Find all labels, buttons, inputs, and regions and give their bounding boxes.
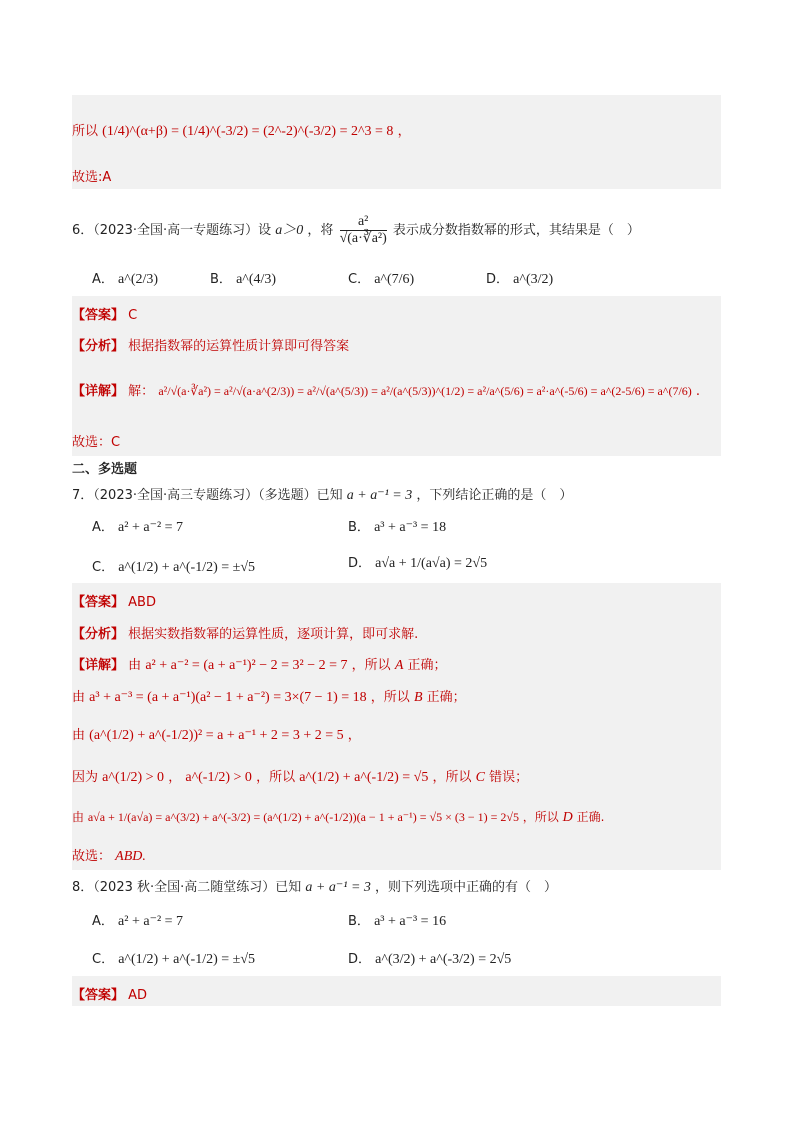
section-heading-multi-choice: 二、多选题 <box>72 462 138 477</box>
detail-text: 因为 <box>72 770 99 785</box>
answer-label: 【答案】 <box>72 988 125 1003</box>
q6-stem-end: 表示成分数指数幂的形式，其结果是（ ） <box>392 223 640 238</box>
detail-math: a^(1/2) > 0 <box>102 770 165 785</box>
q6-condition: a＞0 <box>275 223 304 238</box>
option-text: a^(3/2) <box>513 272 554 287</box>
q7-detail-5 <box>72 808 604 826</box>
option-letter: B． <box>348 520 370 535</box>
detail-text: ，所以 <box>432 770 472 785</box>
q6-option-d <box>486 268 553 288</box>
detail-math: a^(-1/2) > 0 <box>185 770 252 785</box>
option-text: a² + a⁻² = 7 <box>118 520 184 535</box>
detail-var: C <box>475 770 485 785</box>
detail-text: 由 <box>72 728 86 743</box>
option-letter: C． <box>348 272 371 287</box>
q7-analysis <box>72 623 418 642</box>
q6-option-a <box>92 268 158 288</box>
detail-math: a^(1/2) + a^(-1/2) = √5 <box>299 770 429 785</box>
q6-expression-numerator: a² <box>340 214 387 231</box>
q7-detail-1 <box>72 654 447 674</box>
q7-detail-4 <box>72 766 528 786</box>
option-text: a^(1/2) + a^(-1/2) = ±√5 <box>118 952 256 967</box>
detail-label: 【详解】 <box>72 658 125 673</box>
detail-text: 正确； <box>426 690 466 705</box>
detail-text: 错误； <box>489 770 529 785</box>
option-letter: A． <box>92 272 114 287</box>
q6-option-b <box>210 268 276 288</box>
option-letter: A． <box>92 520 114 535</box>
option-letter: B． <box>348 914 370 929</box>
q8-stem-text: 8．（2023 秋·全国·高二随堂练习）已知 <box>72 880 302 895</box>
detail-text: ，所以 <box>256 770 296 785</box>
q8-option-b <box>348 910 446 930</box>
option-text: a^(4/3) <box>236 272 277 287</box>
q8-answer <box>72 984 147 1003</box>
q7-choice <box>72 845 146 865</box>
option-text: a^(3/2) + a^(-3/2) = 2√5 <box>375 952 512 967</box>
q7-condition: a + a⁻¹ = 3 <box>346 488 413 503</box>
detail-prefix: 解： <box>128 384 155 399</box>
option-text: a^(2/3) <box>118 272 159 287</box>
detail-text: 由 <box>128 658 142 673</box>
q6-detail <box>72 380 700 399</box>
answer-label: 【答案】 <box>72 308 125 323</box>
q8-stem <box>72 876 557 896</box>
choice-prefix: 故选： <box>72 849 112 864</box>
q7-option-a <box>92 516 183 536</box>
q8-condition: a + a⁻¹ = 3 <box>305 880 371 895</box>
detail-var: B <box>413 690 423 705</box>
q5-suffix: ， <box>397 124 411 139</box>
q7-option-b <box>348 516 446 536</box>
q6-analysis <box>72 335 349 354</box>
q8-stem-end: ，则下列选项中正确的有（ ） <box>375 880 558 895</box>
detail-math: a²/√(a·∛a²) = a²/√(a·a^(2/3)) = a²/√(a^(5/3)) = a²/(a^(5/3))^(1/2) = a²/a^(5/6) = a²·a^(-5/6) = a^(2-5/6) = a^(7/6) <box>158 384 692 398</box>
answer-block-q6 <box>72 296 721 456</box>
detail-end: . <box>695 384 701 399</box>
option-text: a^(7/6) <box>374 272 415 287</box>
analysis-text: 根据实数指数幂的运算性质，逐项计算，即可求解. <box>128 627 419 642</box>
q7-option-c <box>92 556 255 576</box>
option-letter: D． <box>486 272 510 287</box>
q6-stem <box>72 214 640 247</box>
q8-option-d <box>348 948 511 968</box>
detail-text: 正确； <box>407 658 447 673</box>
q6-expression-denominator: √(a·∛a²) <box>339 231 387 246</box>
q5-conclusion-line <box>72 120 411 140</box>
q6-expression <box>340 214 387 247</box>
option-letter: C． <box>92 560 115 575</box>
detail-text: 由 <box>72 810 85 824</box>
q6-answer <box>72 304 137 323</box>
detail-text: ，所以 <box>522 810 559 824</box>
q5-prefix: 所以 <box>72 124 99 139</box>
q7-stem-end: ，下列结论正确的是（ ） <box>416 488 573 503</box>
q7-answer <box>72 591 156 610</box>
option-text: a³ + a⁻³ = 18 <box>374 520 447 535</box>
option-text: a√a + 1/(a√a) = 2√5 <box>375 556 488 571</box>
detail-label: 【详解】 <box>72 384 125 399</box>
option-text: a² + a⁻² = 7 <box>118 914 184 929</box>
answer-value: C <box>128 308 138 323</box>
detail-text: ，所以 <box>351 658 391 673</box>
detail-math: a² + a⁻² = (a + a⁻¹)² − 2 = 3² − 2 = 7 <box>145 658 348 673</box>
option-letter: A． <box>92 914 114 929</box>
q8-option-c <box>92 948 255 968</box>
q7-stem <box>72 484 572 504</box>
detail-var: D <box>562 810 573 825</box>
option-text: a³ + a⁻³ = 16 <box>374 914 447 929</box>
answer-label: 【答案】 <box>72 595 125 610</box>
option-letter: D． <box>348 952 372 967</box>
detail-math: a√a + 1/(a√a) = a^(3/2) + a^(-3/2) = (a^(1/2) + a^(-1/2))(a − 1 + a⁻¹) = √5 × (3 − 1) = 2√5 <box>87 810 519 824</box>
q5-choice: 故选:A <box>72 170 112 185</box>
detail-text: ，所以 <box>370 690 410 705</box>
analysis-label: 【分析】 <box>72 339 125 354</box>
analysis-text: 根据指数幂的运算性质计算即可得答案 <box>128 339 350 354</box>
option-letter: D． <box>348 556 372 571</box>
choice-value: ABD. <box>115 849 146 864</box>
option-letter: C． <box>92 952 115 967</box>
detail-var: A <box>394 658 404 673</box>
q7-stem-text: 7．（2023·全国·高三专题练习）（多选题）已知 <box>72 488 343 503</box>
q6-choice: 故选：C <box>72 435 121 450</box>
detail-text: 正确. <box>576 810 605 824</box>
answer-value: AD <box>128 988 148 1003</box>
option-text: a^(1/2) + a^(-1/2) = ±√5 <box>118 560 256 575</box>
detail-text: ， <box>347 728 361 743</box>
solution-block-q5 <box>72 95 721 189</box>
answer-block-q8 <box>72 976 721 1006</box>
detail-math: a³ + a⁻³ = (a + a⁻¹)(a² − 1 + a⁻²) = 3×(7 − 1) = 18 <box>89 690 367 705</box>
detail-math: (a^(1/2) + a^(-1/2))² = a + a⁻¹ + 2 = 3 + 2 = 5 <box>89 728 344 743</box>
q6-stem-text: 6．（2023·全国·高一专题练习）设 <box>72 223 272 238</box>
q5-math: (1/4)^(α+β) = (1/4)^(-3/2) = (2^-2)^(-3/2) = 2^3 = 8 <box>102 124 394 139</box>
answer-value: ABD <box>128 595 156 610</box>
q7-detail-3 <box>72 724 361 744</box>
q6-stem-mid: ，将 <box>307 223 334 238</box>
q8-option-a <box>92 910 183 930</box>
analysis-label: 【分析】 <box>72 627 125 642</box>
q7-option-d <box>348 552 487 572</box>
q7-detail-2 <box>72 686 466 706</box>
detail-text: 由 <box>72 690 86 705</box>
detail-text: ， <box>168 770 182 785</box>
q6-option-c <box>348 268 414 288</box>
option-letter: B． <box>210 272 232 287</box>
